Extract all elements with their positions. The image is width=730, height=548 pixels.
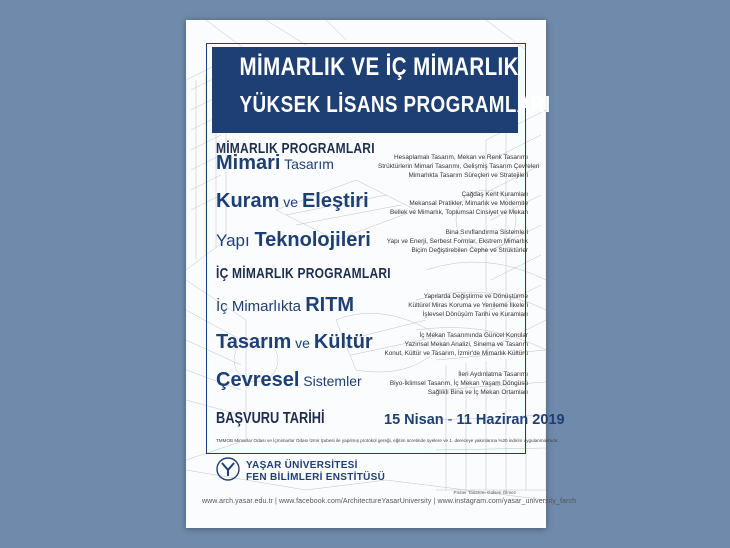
- program-kuram-elestiri: [216, 190, 369, 213]
- title-banner: [212, 47, 551, 133]
- program-name-rest: Sistemler: [299, 373, 362, 389]
- program-name-bold: Çevresel: [216, 369, 300, 391]
- footer-links[interactable]: www.arch.yasar.edu.tr | www.facebook.com/ArchitectureYasarUniversity | www.instagram.com/yasar_university_farch: [202, 498, 577, 505]
- program-desc-ritm: [378, 292, 528, 320]
- program-name-mid: ve: [279, 194, 302, 210]
- program-mimari-tasarim: [216, 152, 334, 175]
- discount-note: TMMOB Mimarlar Odası ve İçmimarlar Odası İzmir Şubesi ile yapılmış protokol gereği, eğitim ücretinde üyelere ve 1. dereceye yakınlarına %20 indirim uygulanmaktadır.: [216, 438, 559, 443]
- deadline-end-bold: 11 Haziran 2019: [456, 412, 565, 428]
- program-desc-kuram: [378, 190, 528, 218]
- desc-line: Çağdaş Kent Kuramları: [461, 191, 528, 198]
- desc-line: Bellek ve Mimarlık, Toplumsal Cinsiyet ve Mekan: [389, 209, 528, 217]
- section-heading-interior: İÇ MİMARLIK PROGRAMLARI: [216, 265, 391, 282]
- program-name-bold: Mimari: [216, 152, 281, 174]
- desc-line: Kültürel Miras Koruma ve Yenileme İlkeleri: [408, 302, 528, 310]
- program-name-bold: Teknolojileri: [254, 229, 371, 251]
- program-tasarim-kultur: [216, 331, 373, 354]
- desc-line: Bina Sınıflandırma Sistemleri: [445, 229, 528, 236]
- poster: [186, 20, 577, 528]
- title-line-2: YÜKSEK LİSANS PROGRAMLARI: [239, 91, 551, 117]
- desc-line: Sağlıklı Bina ve İç Mekan Ortamları: [427, 389, 528, 397]
- program-name-bold-2: Kültür: [313, 331, 373, 353]
- poster-credit: Poster Tasarımı Gülsen Ölmez: [453, 490, 516, 495]
- program-name-bold: Kuram: [216, 190, 280, 212]
- institute-name: FEN BİLİMLERİ ENSTİTÜSÜ: [246, 472, 386, 483]
- desc-line: Biyo-İklimsel Tasarım, İç Mekan Yaşam Döngüsü: [389, 380, 528, 388]
- desc-line: Mekansal Pratikler, Mimarlık ve Modernite: [409, 200, 528, 208]
- program-name-rest: Tasarım: [280, 156, 334, 172]
- title-line-1: MİMARLIK VE İÇ MİMARLIK: [239, 53, 519, 81]
- desc-line: Strüktürlerin Mimari Tasarımı, Gelişmiş Tasarım Çevreleri: [378, 163, 540, 171]
- application-deadline-dates: [384, 412, 565, 428]
- desc-line: Yapılarda Değiştirme ve Dönüştürme: [423, 293, 528, 300]
- desc-line: Yazınsal Mekan Analizi, Sinema ve Tasarım: [404, 341, 528, 349]
- program-desc-tasarim: [378, 331, 528, 359]
- program-name-bold-2: Eleştiri: [301, 190, 369, 212]
- desc-line: İleri Aydınlatma Tasarımı: [458, 371, 528, 378]
- program-name-bold: Tasarım: [216, 331, 292, 353]
- university-name: YAŞAR ÜNİVERSİTESİ: [246, 460, 358, 471]
- program-name-pre: İç Mimarlıkta: [216, 298, 306, 315]
- desc-line: Mimarlıkta Tasarım Süreçleri ve Stratejileri: [408, 172, 528, 180]
- program-name-mid: ve: [291, 335, 314, 351]
- section-heading-architecture: MİMARLIK PROGRAMLARI: [216, 140, 375, 157]
- deadline-start: 15 Nisan: [384, 412, 444, 428]
- program-ritm: [216, 294, 354, 317]
- application-deadline-label: BAŞVURU TARİHİ: [216, 410, 325, 427]
- desc-line: İşlevsel Dönüşüm Tarihi ve Kuramları: [422, 311, 528, 319]
- program-desc-cevresel: [378, 370, 528, 398]
- program-name-pre: Yapı: [216, 231, 255, 250]
- program-cevresel-sistemler: [216, 369, 362, 392]
- program-name-bold: RITM: [305, 294, 355, 316]
- desc-line: Yapı ve Enerji, Serbest Formlar, Ekstrem Mimarlık: [386, 238, 528, 246]
- desc-line: İç Mekan Tasarımında Güncel Konular: [419, 332, 528, 339]
- program-desc-yapi: [378, 228, 528, 256]
- desc-line: Hesaplamalı Tasarım, Mekan ve Renk Tasarımı: [393, 154, 528, 161]
- program-desc-mimari: [378, 153, 540, 181]
- program-yapi-teknolojileri: [216, 229, 371, 252]
- desc-line: Biçim Değiştirebilen Cephe ve Strüktürler: [411, 247, 528, 255]
- university-logo-icon: [216, 457, 240, 481]
- desc-line: Konut, Kültür ve Tasarım, İzmir'de Mimarlık Kültürü: [384, 350, 528, 358]
- deadline-separator: -: [443, 412, 457, 428]
